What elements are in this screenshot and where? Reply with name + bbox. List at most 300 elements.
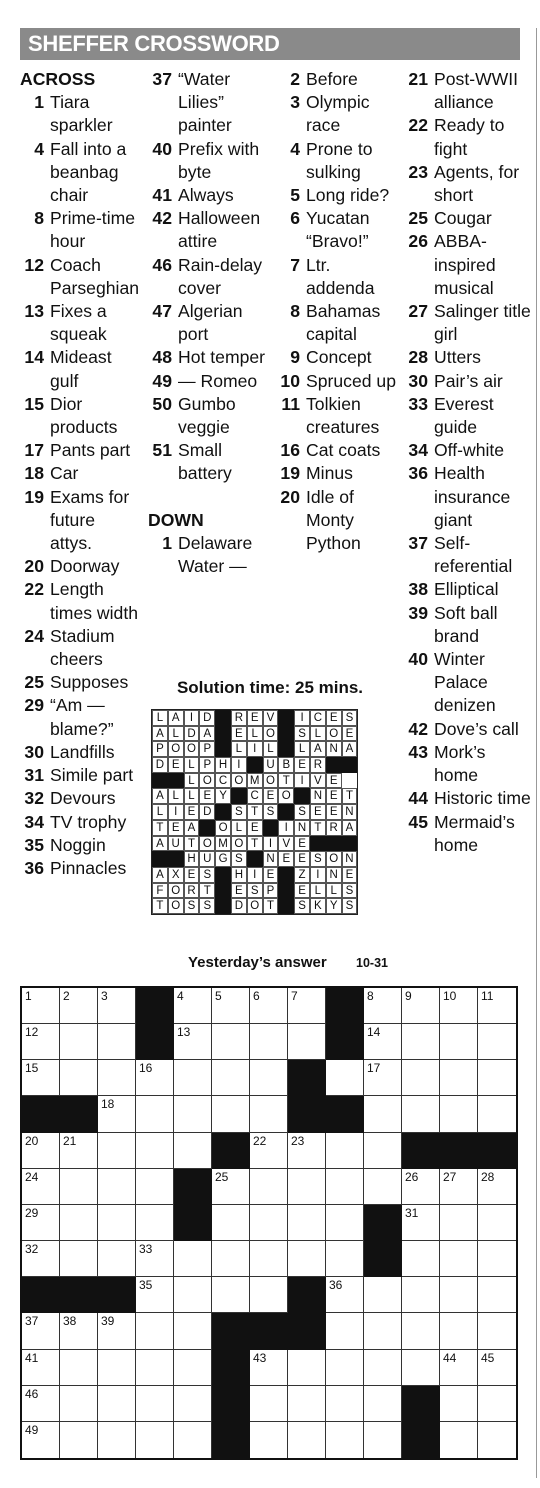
answer-letter: C [247,788,263,804]
grid-square[interactable] [174,1024,212,1060]
clue [290,138,401,184]
clue-text: Prefix with byte [178,138,260,182]
grid-square[interactable] [98,1133,136,1169]
clue-text: Prime-time hour [50,208,136,252]
grid-square[interactable] [22,1422,60,1458]
grid-square[interactable] [402,1205,440,1241]
grid-square[interactable] [364,1350,402,1386]
answer-letter: E [199,788,215,804]
clue-text: Off-white [434,440,505,461]
clue [152,207,270,253]
grid-square[interactable] [250,1277,288,1313]
answer-black-square [215,898,231,914]
answer-letter: O [215,820,231,836]
clue [34,138,138,208]
answer-black-square [278,726,294,742]
clue [24,787,138,810]
clue-number: 36 [24,857,44,878]
grid-square[interactable] [326,1169,364,1205]
answer-black-square [215,741,231,757]
yesterday-answer-label: Yesterday’s answer [188,954,327,971]
answer-black-square [278,883,294,899]
grid-square[interactable] [98,1241,136,1277]
grid-square[interactable] [364,1060,402,1096]
grid-square[interactable] [250,1024,288,1060]
answer-letter: T [152,820,168,836]
black-square [288,1313,326,1349]
square-number: 27 [443,1169,457,1184]
grid-square[interactable] [326,1313,364,1349]
grid-square[interactable] [250,1350,288,1386]
clue-number: 4 [290,138,300,159]
grid-square[interactable] [250,1060,288,1096]
grid-square[interactable] [60,1422,98,1458]
answer-letter: T [263,898,279,914]
clue [24,254,140,300]
grid-square[interactable] [60,1205,98,1241]
answer-letter: T [247,804,263,820]
black-square [440,1133,478,1169]
clue-number: 19 [24,486,44,507]
grid-square[interactable] [402,1350,440,1386]
grid-square[interactable] [60,1386,98,1422]
answer-row [152,820,357,836]
answer-letter: E [310,804,326,820]
grid-square[interactable] [326,1133,364,1169]
clue-text: Spruced up [306,370,396,391]
clue-number: 21 [408,69,428,89]
grid-square[interactable] [136,1313,174,1349]
grid-square[interactable] [326,1422,364,1458]
grid-square[interactable] [326,1386,364,1422]
grid-square[interactable] [174,1060,212,1096]
grid-square[interactable] [478,1024,516,1060]
answer-letter: I [263,836,279,852]
grid-square[interactable] [250,1386,288,1422]
grid-square[interactable] [288,1386,326,1422]
clue-text: Yucatan “Bravo!” [306,208,370,252]
grid-square[interactable] [478,1313,516,1349]
grid-square[interactable] [288,1169,326,1205]
black-square [212,1133,250,1169]
answer-black-square [247,851,263,867]
grid-square[interactable] [478,1169,516,1205]
square-number: 9 [405,989,412,1003]
answer-letter: O [168,898,184,914]
grid-square[interactable] [136,1386,174,1422]
square-number: 37 [25,1314,39,1329]
clue-number: 49 [152,370,172,391]
grid-square[interactable] [288,1205,326,1241]
grid-square[interactable] [174,1241,212,1277]
clue-text: Always [178,185,234,206]
clue-column [280,68,401,555]
grid-square[interactable] [402,1241,440,1277]
clue-text: Mork’s home [434,741,486,786]
black-square [326,1024,364,1060]
answer-letter: E [231,883,247,899]
answer-letter: N [310,788,326,804]
grid-square[interactable] [440,1024,478,1060]
grid-square[interactable] [98,1096,136,1132]
clue-number: 50 [152,393,172,414]
clue-text: Elliptical [434,579,499,600]
grid-square[interactable] [478,1386,516,1422]
grid-square[interactable] [326,1350,364,1386]
grid-square[interactable] [136,1241,174,1277]
clue-number: 24 [24,625,44,646]
clue [408,230,534,300]
clue-number: 33 [408,393,428,414]
black-square [212,1313,250,1349]
answer-letter: F [152,883,168,899]
grid-square[interactable] [98,1350,136,1386]
answer-letter: N [294,820,310,836]
clue [280,439,401,462]
grid-square[interactable] [98,1422,136,1458]
clue-text: TV trophy [50,811,127,832]
grid-square[interactable] [364,1169,402,1205]
grid-square[interactable] [402,1169,440,1205]
answer-black-square [342,836,358,852]
answer-letter: K [310,898,326,914]
solution-time: Solution time: 25 mins. [176,678,364,697]
answer-letter: R [310,757,326,773]
grid-square[interactable] [22,1205,60,1241]
clue [24,694,138,740]
grid-square[interactable] [364,988,402,1024]
clue-number: 42 [152,208,172,229]
grid-square[interactable] [136,1133,174,1169]
clue-number: 45 [408,811,428,832]
grid-square[interactable] [326,1277,364,1313]
square-number: 20 [25,1133,39,1148]
clue-text: Gumbo veggie [178,393,236,438]
clue-text: Agents, for short [434,161,520,206]
grid-square[interactable] [440,1096,478,1132]
clue [24,671,138,694]
clue [24,346,138,392]
grid-square[interactable] [402,1060,440,1096]
answer-letter: D [199,804,215,820]
clue [280,370,401,393]
grid-square[interactable] [478,1096,516,1132]
grid-square[interactable] [364,1277,402,1313]
grid-square[interactable] [60,1313,98,1349]
grid-square[interactable] [98,1169,136,1205]
grid-square[interactable] [22,1024,60,1060]
answer-letter: T [342,788,358,804]
grid-square[interactable] [288,1350,326,1386]
answer-black-square [231,788,247,804]
grid-square[interactable] [60,1133,98,1169]
answer-letter: P [263,883,279,899]
yesterday-answer-grid [151,709,358,915]
grid-square[interactable] [326,1241,364,1277]
grid-square[interactable] [440,1241,478,1277]
square-number: 33 [139,1242,153,1257]
grid-square[interactable] [250,1133,288,1169]
grid-square[interactable] [212,1169,250,1205]
grid-square[interactable] [326,1205,364,1241]
grid-square[interactable] [60,1169,98,1205]
grid-square[interactable] [440,1169,478,1205]
clue [24,393,138,439]
answer-letter: U [263,757,279,773]
answer-letter: T [247,836,263,852]
clue [152,138,270,184]
grid-square[interactable] [136,1060,174,1096]
yesterday-answer-date: 10-31 [356,956,388,970]
answer-black-square [199,820,215,836]
grid-square[interactable] [402,988,440,1024]
clue-number: 40 [408,649,428,670]
grid-square[interactable] [136,1422,174,1458]
grid-square[interactable] [478,1060,516,1096]
answer-black-square [278,741,294,757]
grid-square[interactable] [212,1060,250,1096]
answer-letter: E [263,867,279,883]
grid-square[interactable] [136,1350,174,1386]
grid-square[interactable] [212,988,250,1024]
grid-square[interactable] [364,1133,402,1169]
clue-number: 10 [280,370,300,391]
answer-letter: E [342,726,358,742]
answer-letter: H [215,757,231,773]
clue-text: Everest guide [434,393,494,438]
answer-letter: L [310,883,326,899]
answer-letter: S [294,804,310,820]
answer-black-square [278,898,294,914]
answer-letter: T [152,898,168,914]
clue-number: 1 [34,92,44,113]
clue-text: Mermaid’s home [434,811,515,855]
grid-square[interactable] [174,1350,212,1386]
grid-square[interactable] [478,1350,516,1386]
grid-square[interactable] [364,1024,402,1060]
grid-square[interactable] [136,1169,174,1205]
answer-letter: O [231,836,247,852]
grid-square[interactable] [440,1422,478,1458]
grid-square[interactable] [174,1422,212,1458]
answer-black-square [310,836,326,852]
answer-letter: L [231,820,247,836]
grid-square[interactable] [288,1024,326,1060]
grid-square[interactable] [402,1277,440,1313]
black-square [60,1096,98,1132]
grid-square[interactable] [212,1277,250,1313]
grid-square[interactable] [250,1096,288,1132]
grid-square[interactable] [478,988,516,1024]
grid-square[interactable] [60,1241,98,1277]
grid-square[interactable] [402,1313,440,1349]
answer-letter: O [168,741,184,757]
grid-square[interactable] [288,1133,326,1169]
answer-black-square [278,867,294,883]
grid-square[interactable] [440,1277,478,1313]
square-number: 8 [367,989,374,1003]
grid-square[interactable] [60,1350,98,1386]
grid-square[interactable] [478,1241,516,1277]
square-number: 38 [63,1314,77,1329]
answer-letter: O [184,741,200,757]
grid-square[interactable] [174,1133,212,1169]
answer-letter: O [263,726,279,742]
answer-letter: V [263,710,279,726]
clue [290,184,401,207]
clue-text: Tolkien creatures [306,393,380,438]
grid-square[interactable] [364,1422,402,1458]
grid-square[interactable] [250,1422,288,1458]
grid-square[interactable] [98,988,136,1024]
grid-square[interactable] [212,1205,250,1241]
grid-square[interactable] [288,988,326,1024]
grid-square[interactable] [250,1241,288,1277]
clue [408,68,534,114]
grid-square[interactable] [478,1205,516,1241]
grid-square[interactable] [212,1024,250,1060]
clue [408,602,534,648]
answer-letter: E [278,851,294,867]
answer-letter: E [326,788,342,804]
answer-row [152,726,357,742]
answer-black-square [294,788,310,804]
grid-square[interactable] [136,1205,174,1241]
grid-square[interactable] [98,1024,136,1060]
black-square [22,1277,60,1313]
grid-square[interactable] [136,1096,174,1132]
grid-square[interactable] [364,1096,402,1132]
clue [24,555,138,578]
grid-square[interactable] [440,1350,478,1386]
black-square [402,1422,440,1458]
grid-square[interactable] [22,1169,60,1205]
grid-square[interactable] [22,1350,60,1386]
clue-number: 2 [290,69,300,89]
clue-text: Dove’s call [434,718,519,739]
clue-text: Cougar [434,208,492,229]
answer-letter: G [215,851,231,867]
answer-letter: L [168,726,184,742]
clue-text: Winter Palace denizen [434,649,496,716]
answer-letter: S [310,851,326,867]
clue-text: Devours [50,788,116,809]
grid-square[interactable] [440,1386,478,1422]
grid-square[interactable] [402,1024,440,1060]
grid-square[interactable] [60,1024,98,1060]
answer-letter: E [294,851,310,867]
square-number: 1 [25,989,32,1003]
answer-letter: A [342,741,358,757]
grid-square[interactable] [440,1205,478,1241]
square-number: 25 [215,1169,229,1184]
grid-square[interactable] [98,1386,136,1422]
clue-text: Utters [434,347,481,368]
grid-square[interactable] [22,1313,60,1349]
grid-square[interactable] [60,988,98,1024]
grid-square[interactable] [136,1277,174,1313]
clue [290,254,401,300]
grid-square[interactable] [364,1313,402,1349]
grid-square[interactable] [22,1133,60,1169]
answer-letter: S [199,898,215,914]
grid-square[interactable] [98,1205,136,1241]
clue-text: Pinnacles [50,857,127,878]
black-square [288,1060,326,1096]
clue-number: 34 [24,811,44,832]
answer-letter: Y [215,788,231,804]
clue-number: 30 [24,741,44,762]
grid-square[interactable] [174,1313,212,1349]
grid-square[interactable] [326,1060,364,1096]
answer-letter: E [168,757,184,773]
grid-square[interactable] [440,1313,478,1349]
answer-letter: E [326,804,342,820]
answer-letter: R [184,883,200,899]
answer-letter: H [184,851,200,867]
grid-square[interactable] [478,1277,516,1313]
grid-square[interactable] [364,1386,402,1422]
clue [290,68,401,91]
grid-square[interactable] [478,1422,516,1458]
grid-square[interactable] [440,1060,478,1096]
grid-square[interactable] [174,1277,212,1313]
grid-square[interactable] [22,1060,60,1096]
grid-square[interactable] [98,1313,136,1349]
clue-text: Coach Parseghian [50,254,140,298]
grid-square[interactable] [60,1060,98,1096]
clue-text: “Am — blame?” [50,695,114,739]
grid-square[interactable] [212,1096,250,1132]
clue-number: 8 [290,301,300,322]
answer-letter: C [215,773,231,789]
grid-square[interactable] [250,1205,288,1241]
square-number: 41 [25,1350,39,1365]
clue [24,486,138,556]
grid-square[interactable] [288,1241,326,1277]
answer-letter: D [184,726,200,742]
grid-square[interactable] [22,988,60,1024]
grid-square[interactable] [288,1422,326,1458]
clue-number: 3 [290,92,300,113]
answer-row [152,804,357,820]
clue-number: 38 [408,579,428,600]
answer-letter: L [247,726,263,742]
grid-square[interactable] [174,1386,212,1422]
grid-square[interactable] [174,988,212,1024]
clue-number: 17 [24,440,44,461]
black-square [326,988,364,1024]
clue-number: 37 [408,533,428,554]
grid-square[interactable] [250,1169,288,1205]
answer-letter: S [294,898,310,914]
grid-square[interactable] [174,1096,212,1132]
answer-letter: P [152,741,168,757]
square-number: 28 [481,1169,495,1184]
grid-square[interactable] [440,988,478,1024]
answer-black-square [215,726,231,742]
answer-letter: A [152,836,168,852]
grid-square[interactable] [212,1241,250,1277]
black-square [326,1096,364,1132]
grid-square[interactable] [250,988,288,1024]
grid-square[interactable] [22,1241,60,1277]
grid-square[interactable] [22,1386,60,1422]
grid-square[interactable] [98,1060,136,1096]
grid-square[interactable] [402,1096,440,1132]
answer-letter: L [152,710,168,726]
clue [408,787,534,810]
